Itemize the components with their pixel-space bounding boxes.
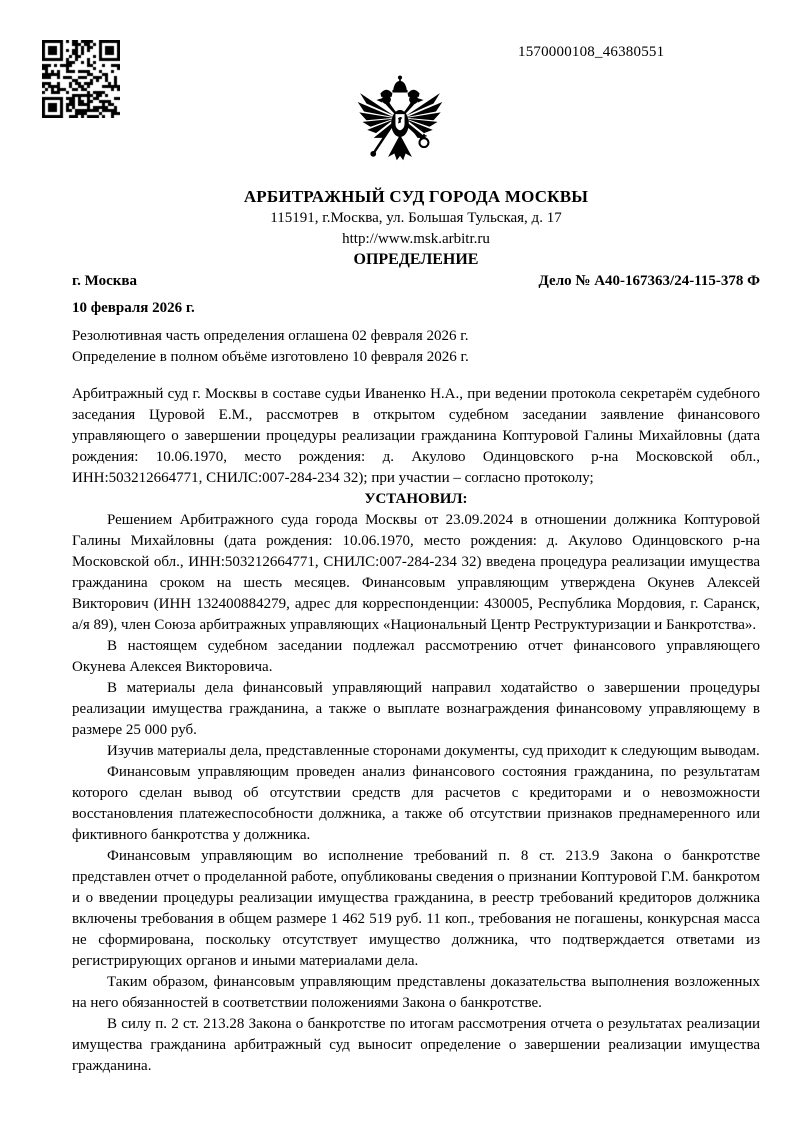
intro-block [72, 326, 760, 368]
ruling-paragraph: Изучив материалы дела, представленные сторонами документы, суд приходит к следующим выводам. [107, 743, 760, 759]
double-headed-eagle-icon [0, 74, 800, 173]
ruling-paragraph: Финансовым управляющим во исполнение требований п. 8 ст. 213.9 Закона о банкротстве представлен отчет о проделанной работе, опубликованы сведения о признании Коптуровой Г.М. банкротом и о введении процедуры реализации имущества гражданина, в реестр требований кредиторов должника включены требования в общем размере 1 462 519 руб. 11 коп., требования не погашены, конкурсная масса не сформирована, поскольку отсутствует имущество должника, что подтверждается ответами из регистрирующих органов и иными материалами дела. [72, 848, 760, 969]
document-number: 1570000108_46380551 [518, 44, 665, 60]
ruling-paragraph: В силу п. 2 ст. 213.28 Закона о банкротстве по итогам рассмотрения отчета о результатах реализации имущества гражданина арбитражный суд выносит определение о завершении реализации имущества гражданина. [72, 1016, 760, 1074]
document-type-title: ОПРЕДЕЛЕНИЕ [353, 251, 479, 268]
ruling-paragraph: Решением Арбитражного суда города Москвы от 23.09.2024 в отношении должника Коптуровой Галины Михайловны (дата рождения: 10.06.1970, место рождения: д. Акулово Одинцовского р-на Московской обл., ИНН:503212664771, СНИЛС:007-284-234 32) введена процедура реализации имущества гражданина сроком на шесть месяцев. Финансовым управляющим утверждена Окунев Алексей Викторович (ИНН 132400884279, адрес для корреспонденции: 430005, Республика Мордовия, г. Саранск, а/я 89), член Союза арбитражных управляющих «Национальный Центр Реструктуризации и Банкротства». [72, 512, 760, 633]
issue-city: г. Москва [72, 273, 137, 289]
case-number: Дело № А40-167363/24-115-378 Ф [538, 273, 760, 289]
operative-part-announced-line: Резолютивная часть определения оглашена 02 февраля 2026 г. [72, 328, 469, 344]
full-text-prepared-line: Определение в полном объёме изготовлено 10 февраля 2026 г. [72, 349, 469, 365]
city-case-row [72, 271, 760, 292]
preamble-paragraph: Арбитражный суд г. Москвы в составе судьи Иваненко Н.А., при ведении протокола секретарём судебного заседания Цуровой Е.М., рассмотрев в открытом судебном заседании заявление финансового управляющего о завершении процедуры реализации гражданина Коптуровой Галины Михайловны (дата рождения: 10.06.1970, место рождения: д. Акулово Одинцовского р-на Московской обл., ИНН:503212664771, СНИЛС:007-284-234 32); при участии – согласно протоколу; [72, 386, 760, 486]
ruling-paragraph: Таким образом, финансовым управляющим представлены доказательства выполнения возложенных на него обязанностей в соответствии положениями Закона о банкротстве. [72, 974, 760, 1011]
document-date: 10 февраля 2026 г. [72, 300, 195, 316]
document-body [72, 186, 760, 1077]
ruling-heading: УСТАНОВИЛ: [364, 491, 468, 507]
court-website: http://www.msk.arbitr.ru [342, 231, 490, 247]
ruling-paragraph: Финансовым управляющим проведен анализ финансового состояния гражданина, по результатам которого сделан вывод об отсутствии средств для расчетов с кредиторами и о невозможности восстановления платежеспособности должника, а также об отсутствии признаков преднамеренного или фиктивного банкротства у должника. [72, 764, 760, 843]
court-name: АРБИТРАЖНЫЙ СУД ГОРОДА МОСКВЫ [243, 187, 589, 206]
ruling-paragraph: В материалы дела финансовый управляющий направил ходатайство о завершении процедуры реализации имущества гражданина, а также о выплате вознаграждения финансовому управляющему в размере 25 000 руб. [72, 680, 760, 738]
court-address: 115191, г.Москва, ул. Большая Тульская, д. 17 [270, 210, 562, 226]
ruling-paragraph: В настоящем судебном заседании подлежал рассмотрению отчет финансового управляющего Окунева Алексея Викторовича. [72, 638, 760, 675]
